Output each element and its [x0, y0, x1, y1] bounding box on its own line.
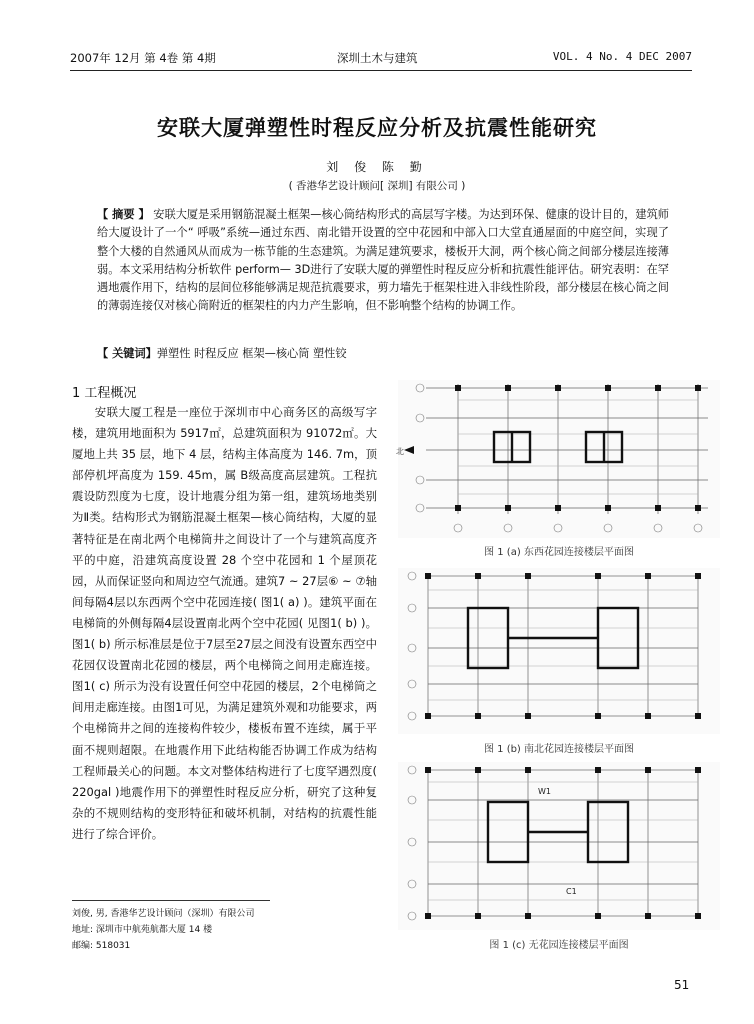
journal-volume-en: VOL. 4 No. 4 DEC 2007: [552, 50, 692, 63]
footnote-address: 地址: 深圳市中航苑航都大厦 14 楼: [72, 925, 213, 935]
affiliation: ( 香港华艺设计顾问[ 深圳] 有限公司 ): [288, 180, 466, 192]
journal-issue: 2007年 12月 第 4卷 第 4期: [70, 51, 216, 65]
body-text: 安联大厦工程是一座位于深圳市中心商务区的高级写字楼，建筑用地面积为 5917㎡，总建筑面积为 91072㎡。大厦地上共 35 层，地下 4 层，结构主体高度为 146. 7m，顶部停机坪高度为 159. 45m，属 B级高度高层建筑。工程抗震设防烈度为七度，设计地震分组为第一组，建筑场地类别为Ⅱ类。结构形式为钢筋混凝土框架—核心筒结构，大厦的显著特征是在南北两个电梯筒井之间设计了一个与建筑高度齐平的中庭，沿建筑高度设置 28 个空中花园和 1 个屋顶花园，从而保证竖向和周边空气流通。建筑7 ~ 27层⑥ ~ ⑦轴间每隔4层以东西两个空中花园连接( 图1( a) )。建筑平面在电梯筒的外侧每隔4层设置南北两个空中花园( 见图1( b) )。图1( b) 所示标准层是位于7层至27层之间没有设置东西空中花园仅设置南北花园的楼层，两个电梯筒之间用走廊连接。图1( c) 所示为没有设置任何空中花园的楼层，2个电梯筒之间用走廊连接。由图1可见，为满足建筑外观和功能要求，两个电梯筒井之间的连接构件较少，楼板布置不连续，属于平面不规则超限。在地震作用下此结构能否协调工作成为结构工程师最关心的问题。本文对整体结构进行了七度罕遇烈度( 220gal )地震作用下的弹塑性时程反应分析，研究了这种复杂的不规则结构的变形特征和破坏机制，对结构的抗震性能进行了综合评价。: [72, 405, 377, 841]
running-header: [70, 50, 692, 70]
figure-caption-c: 图 1 (c) 无花园连接楼层平面图: [489, 940, 629, 951]
authors: 刘 俊 陈 勤: [326, 160, 428, 174]
paper-title: 安联大厦弹塑性时程反应分析及抗震性能研究: [157, 116, 597, 140]
keywords: [97, 345, 669, 361]
keywords-label: 【 关键词】: [97, 347, 157, 360]
floor-plan-c: [398, 762, 720, 930]
label-w1: W1: [538, 787, 551, 796]
footnote-postcode: 邮编: 518031: [72, 941, 131, 951]
label-c1: C1: [566, 887, 577, 896]
abstract: [97, 206, 669, 316]
header-rule: [70, 70, 692, 71]
footnote-rule: [72, 900, 270, 901]
figure-caption-b: 图 1 (b) 南北花园连接楼层平面图: [483, 744, 635, 755]
journal-name: 深圳土木与建筑: [337, 51, 418, 65]
section-heading: 1 工程概况: [72, 386, 137, 401]
north-label: 北: [396, 447, 404, 456]
figure-caption-a: 图 1 (a) 东西花园连接楼层平面图: [484, 547, 634, 558]
keywords-text: 弹塑性 时程反应 框架—核心筒 塑性铰: [156, 347, 347, 360]
page-number: 51: [674, 978, 690, 992]
footnote-author: 刘俊, 男, 香港华艺设计顾问（深圳）有限公司: [72, 909, 255, 919]
abstract-text: 安联大厦是采用钢筋混凝土框架—核心筒结构形式的高层写字楼。为达到环保、健康的设计目的，建筑师给大厦设计了一个“ 呼吸”系统—通过东西、南北错开设置的空中花园和中部入口大堂直通屋面的中庭空间，实现了整个大楼的自然通风从而成为一栋节能的生态建筑。为满足建筑要求，楼板开大洞，两个核心筒之间部分楼层连接薄弱。本文采用结构分析软件 perform— 3D进行了安联大厦的弹塑性时程反应分析和抗震性能评估。研究表明：在罕遇地震作用下，结构的层间位移能够满足规范抗震要求，剪力墙先于框架柱进入非线性阶段，部分楼层在核心筒之间的薄弱连接仅对核心筒附近的框架柱的内力产生影响，但不影响整个结构的协调工作。: [97, 208, 669, 313]
abstract-label: 【 摘要 】: [97, 208, 150, 221]
floor-plan-b: [398, 568, 720, 734]
floor-plan-a: [398, 380, 720, 538]
